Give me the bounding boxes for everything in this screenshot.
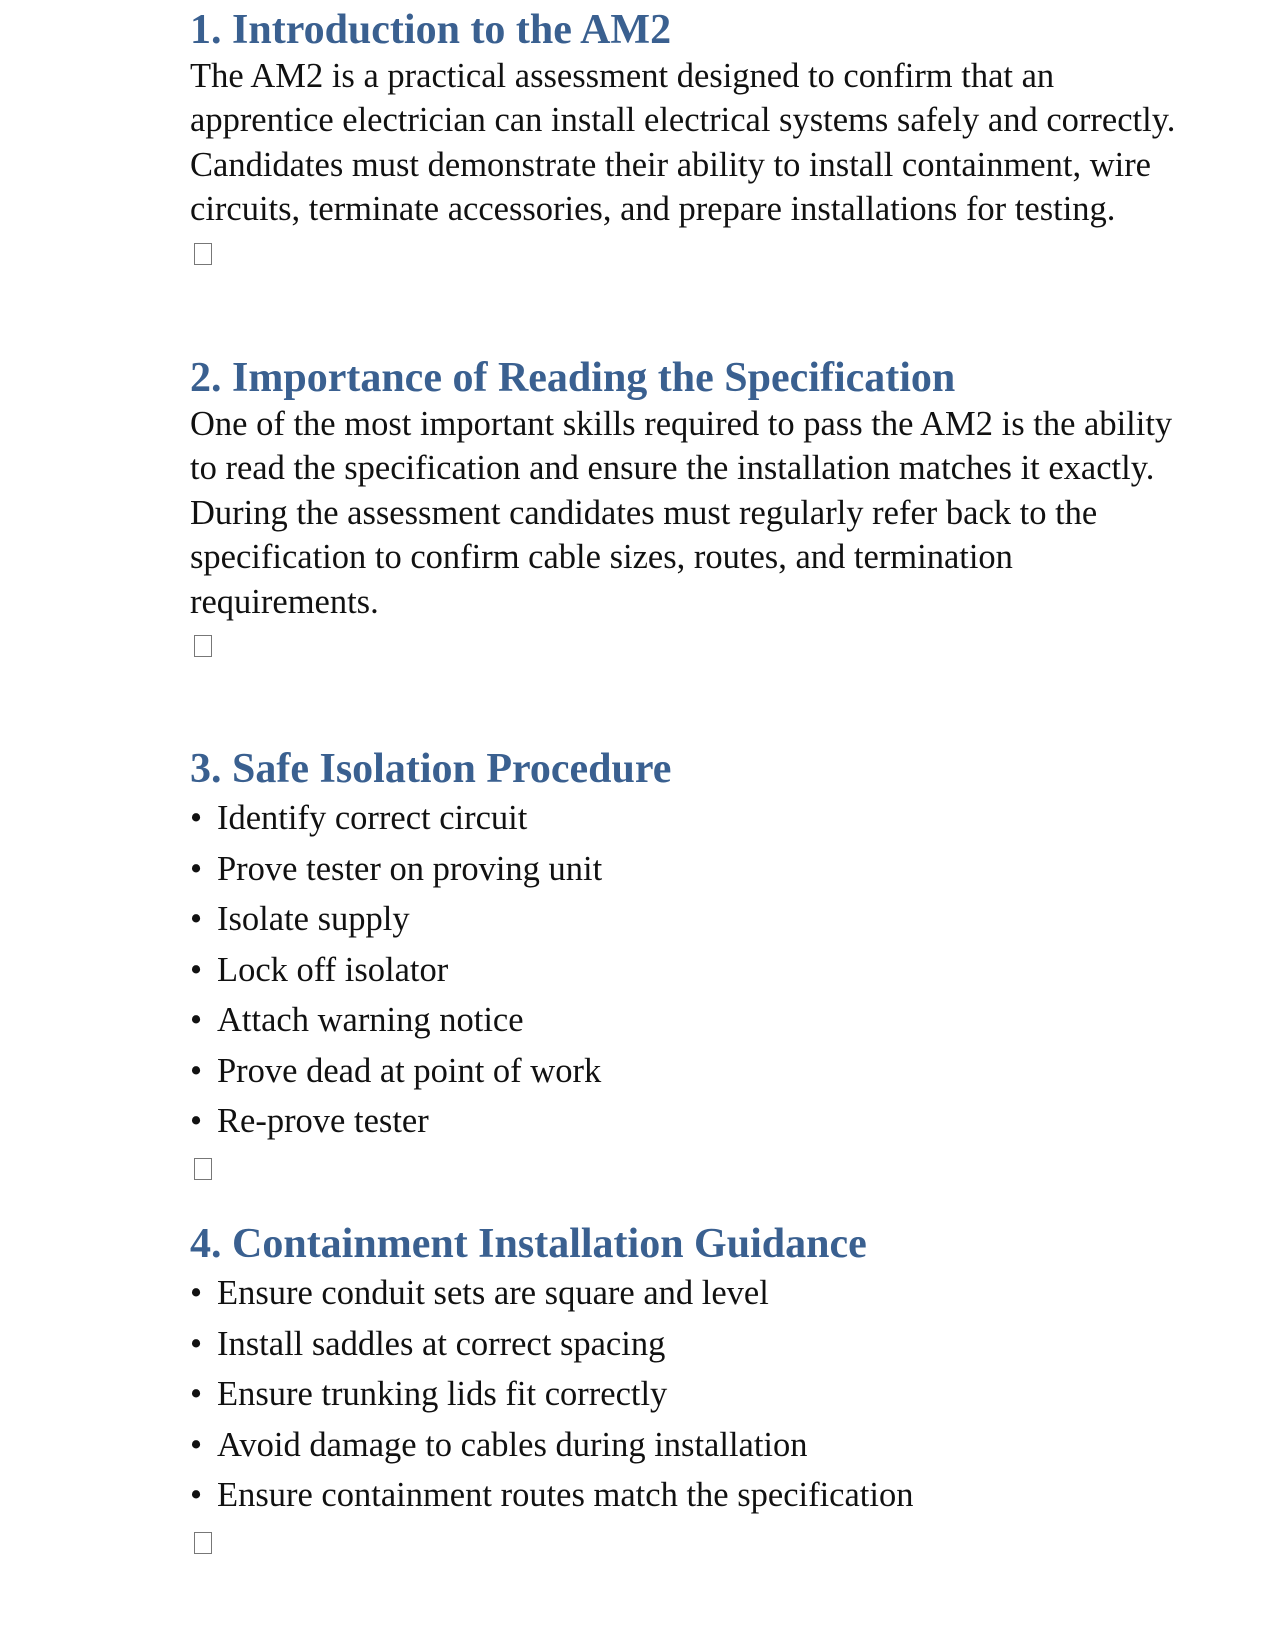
bullet-icon: • — [190, 799, 203, 837]
list-item-text: Identify correct circuit — [217, 799, 528, 837]
list-item-text: Re-prove tester — [217, 1102, 429, 1140]
list-item-text: Prove dead at point of work — [217, 1051, 602, 1090]
list-item — [190, 995, 1190, 1046]
section-containment-guidance — [190, 1220, 1190, 1554]
list-item-text: Install saddles at correct spacing — [217, 1324, 666, 1363]
list-item-text: Isolate supply — [217, 900, 410, 938]
bullet-icon: • — [190, 1375, 203, 1413]
list-item — [190, 1420, 1190, 1471]
section-heading: 3. Safe Isolation Procedure — [190, 746, 672, 792]
bullet-icon: • — [190, 1102, 203, 1140]
empty-square-icon — [194, 1158, 212, 1180]
list-item — [190, 894, 1190, 945]
bullet-icon: • — [190, 1274, 203, 1312]
empty-square-icon — [194, 1532, 212, 1554]
section-introduction — [190, 6, 1190, 265]
list-item — [190, 1096, 1190, 1147]
section-reading-specification — [190, 354, 1190, 657]
section-heading: 4. Containment Installation Guidance — [190, 1221, 867, 1267]
bullet-list — [190, 793, 1190, 1147]
list-item — [190, 945, 1190, 996]
bullet-icon: • — [190, 1425, 203, 1464]
bullet-icon: • — [190, 950, 203, 989]
list-item — [190, 844, 1190, 895]
bullet-list — [190, 1268, 1190, 1521]
section-paragraph: The AM2 is a practical assessment designed to confirm that an apprentice electrician can install electrical systems safely and correctly. Candidates must demonstrate their ability to install containment, wire circuits, terminate accessories, and prepare installations for testing. — [190, 57, 1176, 229]
list-item — [190, 1369, 1190, 1420]
bullet-icon: • — [190, 1476, 203, 1514]
list-item — [190, 1268, 1190, 1319]
bullet-icon: • — [190, 1324, 203, 1363]
list-item-text: Ensure containment routes match the specification — [217, 1476, 914, 1514]
section-safe-isolation — [190, 745, 1190, 1180]
bullet-icon: • — [190, 1051, 203, 1090]
section-heading: 1. Introduction to the AM2 — [190, 7, 672, 53]
list-item — [190, 1470, 1190, 1521]
list-item-text: Lock off isolator — [217, 950, 449, 989]
list-item-text: Attach warning notice — [217, 1001, 524, 1039]
empty-square-icon — [194, 635, 212, 657]
section-paragraph: One of the most important skills required to pass the AM2 is the ability to read the specification and ensure the installation matches it exactly. — [190, 405, 1173, 488]
list-item — [190, 1319, 1190, 1370]
list-item-text: Avoid damage to cables during installation — [217, 1425, 808, 1464]
bullet-icon: • — [190, 900, 203, 938]
section-paragraph: During the assessment candidates must regularly refer back to the specification to confirm cable sizes, routes, and termination requirements. — [190, 493, 1098, 621]
list-item-text: Prove tester on proving unit — [217, 849, 603, 888]
bullet-icon: • — [190, 849, 203, 888]
list-item-text: Ensure trunking lids fit correctly — [217, 1375, 668, 1413]
bullet-icon: • — [190, 1001, 203, 1039]
empty-square-icon — [194, 243, 212, 265]
list-item — [190, 793, 1190, 844]
section-heading: 2. Importance of Reading the Specification — [190, 355, 956, 401]
list-item-text: Ensure conduit sets are square and level — [217, 1274, 769, 1312]
list-item — [190, 1046, 1190, 1097]
